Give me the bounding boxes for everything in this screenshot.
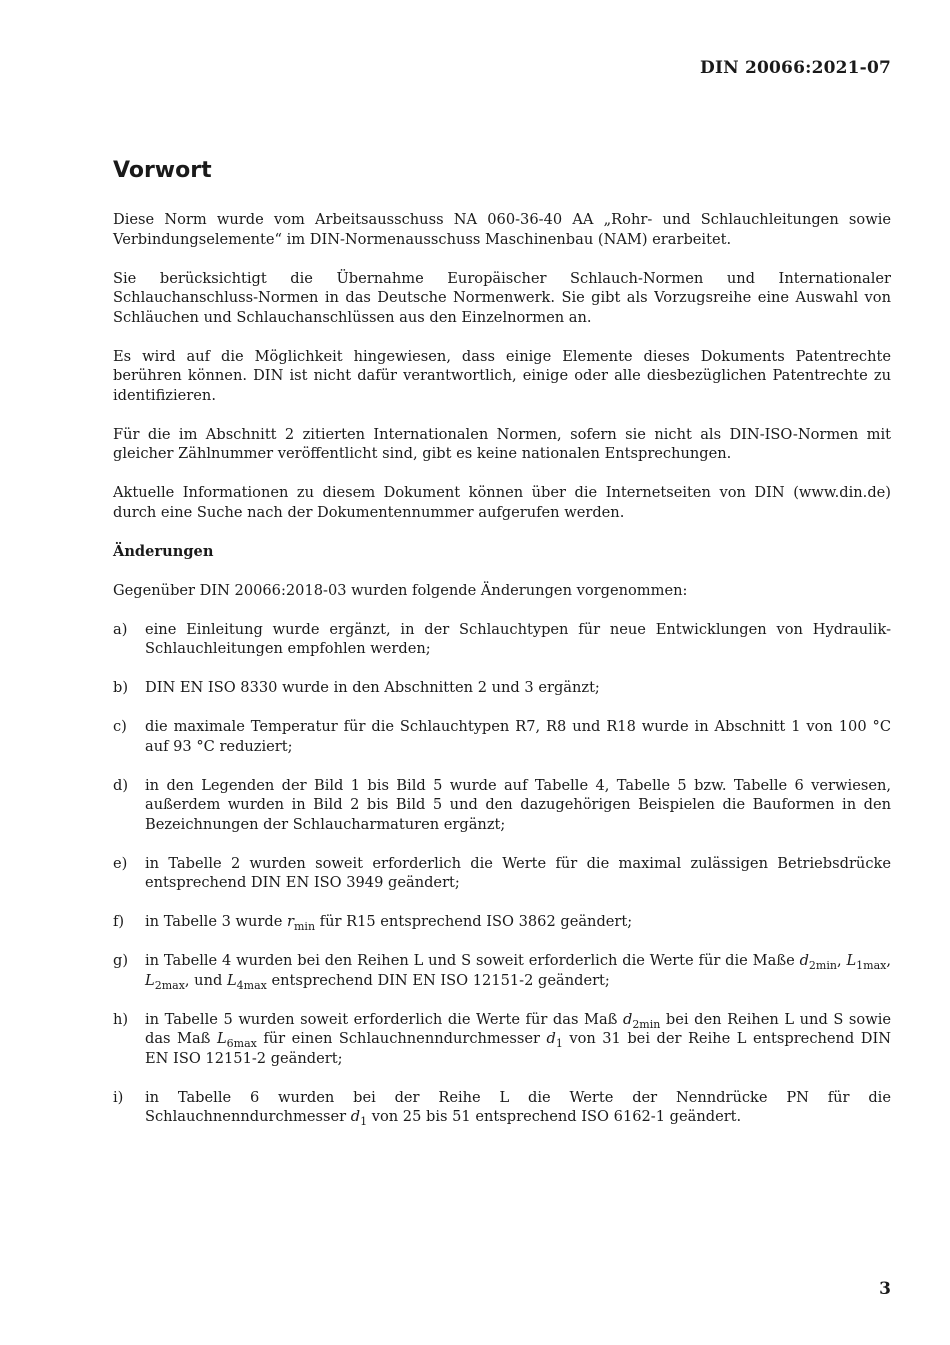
paragraph: Für die im Abschnitt 2 zitierten Internationalen Normen, sofern sie nicht als DIN-ISO-Normen mit gleicher Zählnummer veröffentlicht sind, gibt es keine nationalen Entsprechungen.: [113, 425, 891, 462]
symbol: d: [799, 952, 809, 969]
list-item-text: in den Legenden der Bild 1 bis Bild 5 wurde auf Tabelle 4, Tabelle 5 bzw. Tabelle 6 verwiesen, außerdem wurden in Bild 2 bis Bild 5 und den dazugehörigen Beispielen die Bauformen in den Bezeichnungen der Schlaucharmaturen ergänzt;: [145, 776, 891, 833]
changes-list: [113, 620, 891, 1127]
list-item-label: f): [113, 913, 125, 930]
list-item-label: e): [113, 854, 128, 872]
list-item: [113, 1088, 891, 1127]
paragraph: Diese Norm wurde vom Arbeitsausschuss NA 060-36-40 AA „Rohr- und Schlauchleitungen sowie Verbindungselemente“ im DIN-Normenausschuss Maschinenbau (NAM) erarbeitet.: [113, 211, 891, 248]
symbol: d: [350, 1108, 361, 1125]
changes-heading: Änderungen: [113, 542, 214, 560]
list-item-label: h): [113, 1010, 129, 1028]
symbol: L: [145, 971, 155, 989]
list-item-text: in Tabelle 5 wurden soweit erforderlich die Werte für das Maß $d_{2min}$ bei den Reihen L und S sowie das Maß $L_{6max}$ für einen Schlauchnenndurchmesser $d_1$ von 31 bei der Reihe L entsprechend DIN EN ISO 12151-2 geändert;: [145, 1010, 892, 1067]
list-item-label: b): [113, 679, 129, 696]
symbol: L: [846, 952, 857, 969]
symbol: d: [546, 1030, 556, 1047]
page-title: Vorwort: [113, 158, 212, 183]
list-item: [113, 717, 891, 756]
list-item-text: DIN EN ISO 8330 wurde in den Abschnitten 2 und 3 ergänzt;: [145, 679, 600, 696]
list-item-label: d): [113, 776, 129, 794]
paragraph: Aktuelle Informationen zu diesem Dokument können über die Internetseiten von DIN (www.din.de) durch eine Suche nach der Dokumentennummer aufgerufen werden.: [113, 484, 891, 521]
document-id: DIN 20066:2021-07: [700, 58, 891, 78]
document-body: [113, 210, 891, 1146]
list-item-text: in Tabelle 4 wurden bei den Reihen L und S soweit erforderlich die Werte für die Maße $d_{2min}$, $L_{1max}$, $L_{2max}$, und $L_{4max}$ entsprechend DIN EN ISO 12151-2 geändert;: [145, 952, 891, 992]
page-number: 3: [879, 1279, 891, 1299]
list-item-label: i): [113, 1088, 124, 1106]
list-item-text: in Tabelle 3 wurde $r_{min}$ für R15 entsprechend ISO 3862 geändert;: [145, 913, 633, 933]
list-item: [113, 776, 891, 835]
list-item-text: in Tabelle 6 wurden bei der Reihe L die Werte der Nenndrücke PN für die Schlauchnenndurchmesser $d_1$ von 25 bis 51 entsprechend ISO 6162-1 geändert.: [145, 1088, 891, 1128]
list-item: [113, 951, 891, 990]
symbol: L: [226, 971, 237, 989]
symbol: d: [622, 1010, 633, 1028]
list-item-text: in Tabelle 2 wurden soweit erforderlich die Werte für die maximal zulässigen Betriebsdrücke entsprechend DIN EN ISO 3949 geändert;: [145, 854, 891, 891]
list-item: [113, 1010, 891, 1069]
list-item: [113, 854, 891, 893]
list-item: [113, 620, 891, 659]
symbol: L: [216, 1030, 227, 1047]
list-item: [113, 678, 891, 698]
list-item-label: g): [113, 952, 129, 969]
list-item-text: eine Einleitung wurde ergänzt, in der Schlauchtypen für neue Entwicklungen von Hydraulik-Schlauchleitungen empfohlen werden;: [145, 620, 891, 657]
list-item-label: a): [113, 620, 128, 638]
changes-intro: Gegenüber DIN 20066:2018-03 wurden folgende Änderungen vorgenommen:: [113, 581, 688, 599]
list-item-label: c): [113, 718, 127, 735]
list-item: [113, 912, 891, 932]
paragraph: Sie berücksichtigt die Übernahme Europäischer Schlauch-Normen und Internationaler Schlauchanschluss-Normen in das Deutsche Normenwerk. Sie gibt als Vorzugsreihe eine Auswahl von Schläuchen und Schlauchanschlüssen aus den Einzelnormen an.: [113, 269, 891, 326]
list-item-text: die maximale Temperatur für die Schlauchtypen R7, R8 und R18 wurde in Abschnitt 1 von 100 °C auf 93 °C reduziert;: [145, 718, 891, 755]
symbol: r: [287, 913, 294, 930]
paragraph: Es wird auf die Möglichkeit hingewiesen, dass einige Elemente dieses Dokuments Patentrechte berühren können. DIN ist nicht dafür verantwortlich, einige oder alle diesbezüglichen Patentrechte zu identifizieren.: [113, 347, 891, 404]
